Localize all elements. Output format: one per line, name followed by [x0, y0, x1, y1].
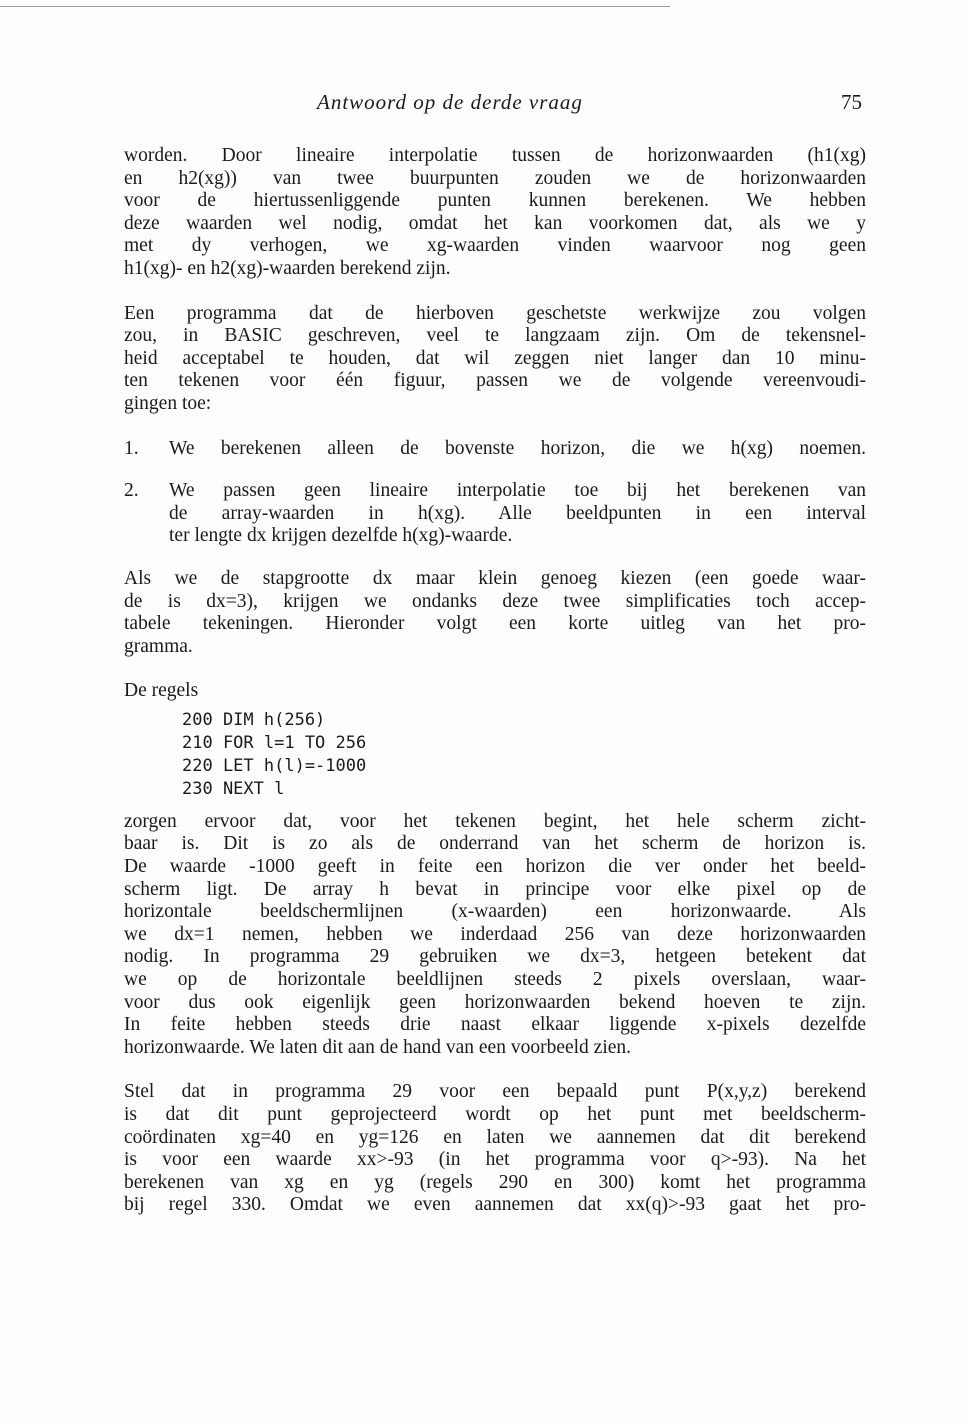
list-item [124, 480, 866, 548]
code-block [182, 709, 866, 801]
text-line: zou, in BASIC geschreven, veel te langzaam zijn. Om de tekensnel- [124, 325, 866, 347]
text-line: is voor een waarde xx>-93 (in het programma voor q>-93). Na het [124, 1149, 866, 1171]
text-line: De regels [124, 680, 199, 702]
text-line: bij regel 330. Omdat we even aannemen dat xx(q)>-93 gaat het pro- [124, 1194, 866, 1216]
text-line: zorgen ervoor dat, voor het tekenen begint, het hele scherm zicht- [124, 810, 866, 832]
text-line: deze waarden wel nodig, omdat het kan voorkomen dat, als we y [124, 212, 866, 234]
text-line: worden. Door lineaire interpolatie tussen de horizonwaarden (h1(xg) [124, 145, 866, 166]
running-title: Antwoord op de derde vraag [317, 90, 583, 114]
text-line: is dat dit punt geprojecteerd wordt op het punt met beeldscherm- [124, 1104, 866, 1125]
text-line: De waarde -1000 geeft in feite een horizon die ver onder het beeld- [124, 856, 866, 878]
text-line: ter lengte dx krijgen dezelfde h(xg)-waarde. [169, 525, 513, 547]
list-number: 1. [124, 437, 139, 459]
text-line: Stel dat in programma 29 voor een bepaald punt P(x,y,z) berekend [124, 1081, 866, 1103]
text-line: de is dx=3), krijgen we ondanks deze twee simplificaties toch accep- [124, 590, 866, 612]
top-rule [0, 6, 670, 7]
text-line: Een programma dat de hierboven geschetste werkwijze zou volgen [124, 302, 866, 324]
text-line: nodig. In programma 29 gebruiken we dx=3, hetgeen betekent dat [124, 946, 866, 968]
text-line: voor dus ook eigenlijk geen horizonwaarden bekend hoeven te zijn. [124, 991, 866, 1013]
text-line: met dy verhogen, we xg-waarden vinden waarvoor nog geen [124, 235, 866, 257]
text-line: baar is. Dit is zo als de onderrand van het scherm de horizon is. [124, 833, 866, 855]
text-line: gingen toe: [124, 392, 212, 414]
paragraph [124, 303, 866, 416]
text-line: We berekenen alleen de bovenste horizon, die we h(xg) noemen. [169, 437, 866, 459]
text-line: gramma. [124, 635, 193, 657]
text-line: we op de horizontale beeldlijnen steeds 2 pixels overslaan, waar- [124, 969, 866, 991]
code-line: 200 DIM h(256) [182, 709, 326, 730]
paragraph [124, 811, 866, 1060]
text-line: voor de hiertussenliggende punten kunnen berekenen. We hebben [124, 190, 866, 212]
text-line: Als we de stapgrootte dx maar klein genoeg kiezen (een goede waar- [124, 567, 866, 589]
page-number: 75 [841, 90, 862, 114]
text-line: coördinaten xg=40 en yg=126 en laten we aannemen dat dit berekend [124, 1126, 866, 1148]
text-line: tabele tekeningen. Hieronder volgt een korte uitleg van het pro- [124, 613, 866, 635]
text-line: ten tekenen voor één figuur, passen we de volgende vereenvoudi- [124, 370, 866, 392]
text-line: In feite hebben steeds drie naast elkaar liggende x-pixels dezelfde [124, 1014, 866, 1036]
list-number: 2. [124, 480, 139, 502]
code-line: 210 FOR l=1 TO 256 [182, 732, 367, 753]
paragraph [124, 568, 866, 658]
page-header [122, 90, 862, 120]
text-line: horizonwaarde. We laten dit aan de hand van een voorbeeld zien. [124, 1036, 632, 1058]
paragraph [124, 145, 866, 281]
text-line: horizontale beeldschermlijnen (x-waarden) een horizonwaarde. Als [124, 901, 866, 923]
text-line: we dx=1 nemen, hebben we inderdaad 256 van deze horizonwaarden [124, 923, 866, 945]
text-line: We passen geen lineaire interpolatie toe bij het berekenen van [169, 480, 866, 502]
text-line: en h2(xg)) van twee buurpunten zouden we de horizonwaarden [124, 167, 866, 189]
text-line: de array-waarden in h(xg). Alle beeldpunten in een interval [169, 502, 866, 524]
text-line: heid acceptabel te houden, dat wil zeggen niet langer dan 10 minu- [124, 347, 866, 369]
code-line: 230 NEXT l [182, 778, 285, 799]
page-body [124, 145, 866, 1239]
code-line: 220 LET h(l)=-1000 [182, 755, 367, 776]
text-line: berekenen van xg en yg (regels 290 en 300) komt het programma [124, 1171, 866, 1193]
code-intro [124, 680, 866, 703]
text-line: h1(xg)- en h2(xg)-waarden berekend zijn. [124, 257, 451, 279]
list-item [124, 438, 866, 461]
paragraph [124, 1081, 866, 1217]
text-line: scherm ligt. De array h bevat in principe voor elke pixel op de [124, 878, 866, 900]
